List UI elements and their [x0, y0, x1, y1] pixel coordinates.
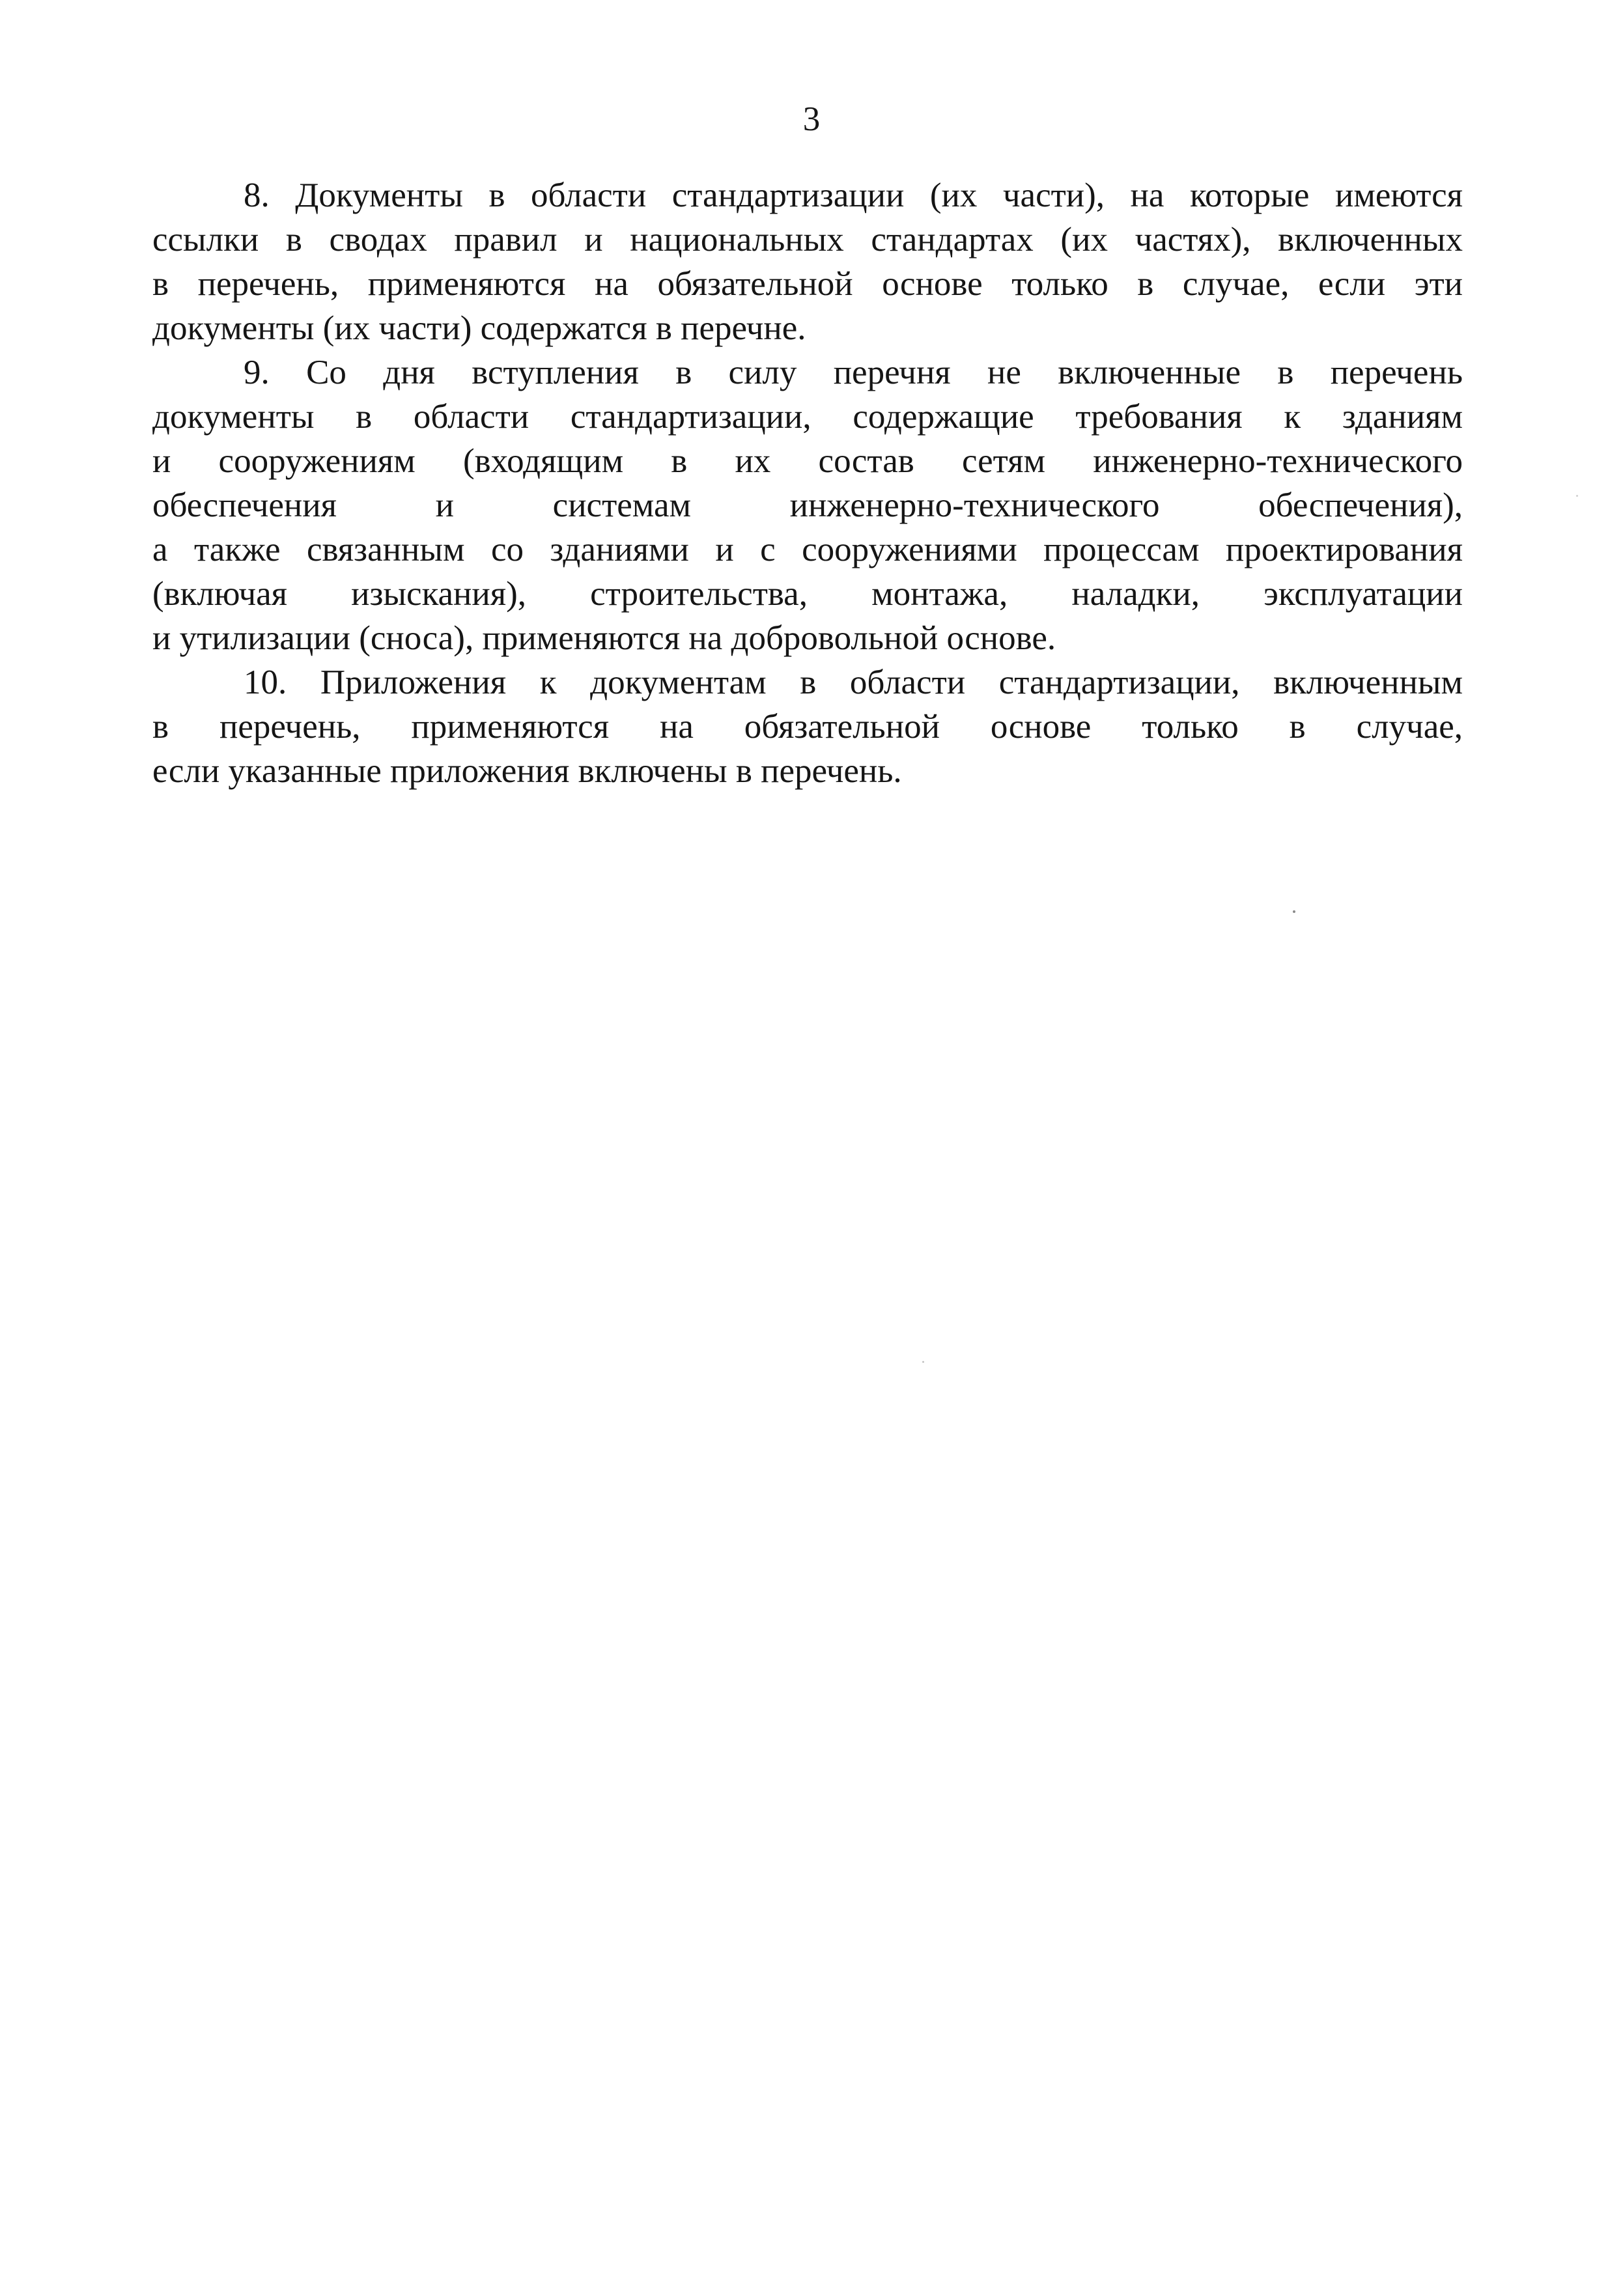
scan-speck: [922, 1361, 924, 1363]
text-line: 9. Со дня вступления в силу перечня не включенные в перечень: [244, 354, 1463, 391]
scan-speck: [1293, 910, 1295, 913]
text-line: и утилизации (сноса), применяются на добровольной основе.: [152, 619, 1056, 657]
document-body: [152, 173, 1463, 793]
text-line: в перечень, применяются на обязательной основе только в случае,: [152, 708, 1463, 746]
text-line: а также связанным со зданиями и с сооружениями процессам проектирования: [152, 531, 1463, 568]
paragraph-9: [152, 350, 1463, 660]
text-line: в перечень, применяются на обязательной основе только в случае, если эти: [152, 265, 1463, 303]
text-line: документы (их части) содержатся в перечне.: [152, 309, 806, 347]
page-number: 3: [802, 100, 821, 138]
text-line: 10. Приложения к документам в области стандартизации, включенным: [244, 664, 1463, 701]
text-line: документы в области стандартизации, содержащие требования к зданиям: [152, 398, 1463, 436]
paragraph-10: [152, 660, 1463, 793]
text-line: 8. Документы в области стандартизации (их части), на которые имеются: [244, 176, 1463, 214]
paragraph-8: [152, 173, 1463, 350]
text-line: ссылки в сводах правил и национальных стандартах (их частях), включенных: [152, 221, 1463, 259]
text-line: обеспечения и системам инженерно-технического обеспечения),: [152, 486, 1463, 524]
text-line: (включая изыскания), строительства, монтажа, наладки, эксплуатации: [152, 575, 1463, 613]
text-line: если указанные приложения включены в перечень.: [152, 752, 902, 790]
text-line: и сооружениям (входящим в их состав сетям инженерно-технического: [152, 442, 1463, 480]
scan-speck: [1576, 495, 1578, 497]
